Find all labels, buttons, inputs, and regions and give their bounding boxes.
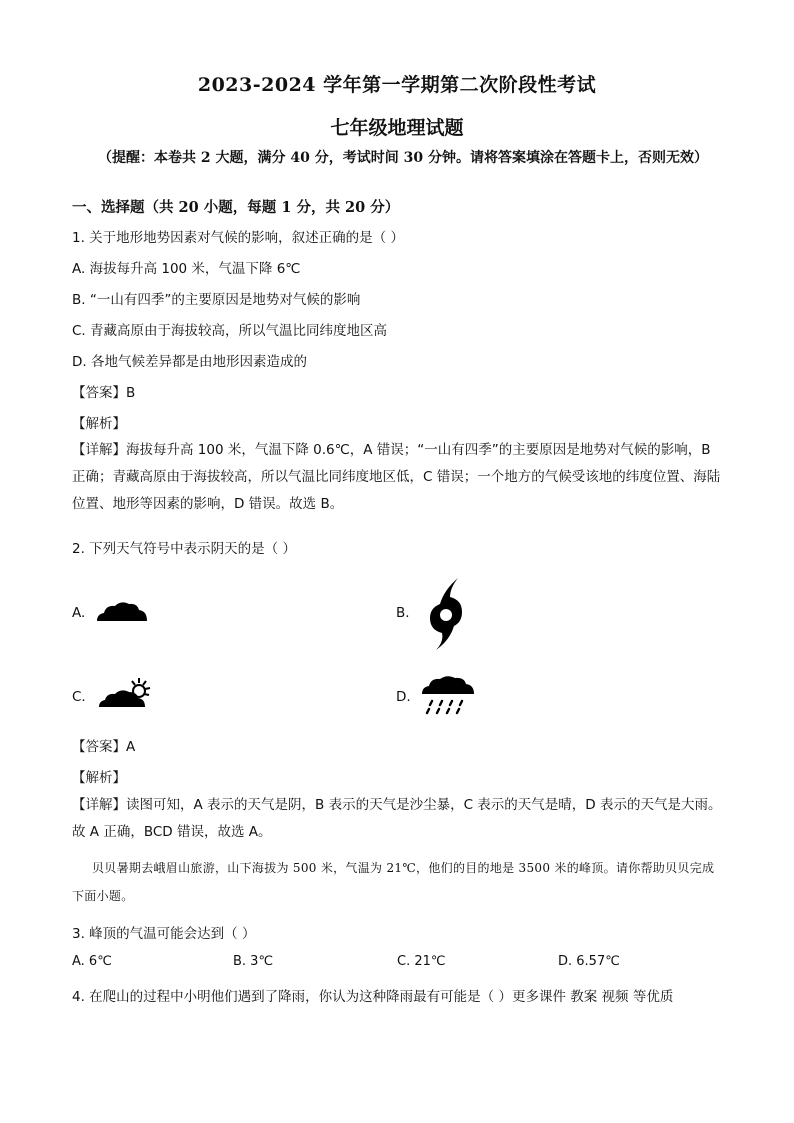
q1-analysis-tag: 【解析】 [72,416,126,432]
detail-tag: 【详解】 [72,442,126,458]
q2-option-d-label: D. [396,689,411,705]
q3-choice-c: C. 21℃ [397,954,446,969]
q2-analysis-tag: 【解析】 [72,770,126,786]
answer-tag: 【答案】 [72,739,126,755]
q2-detail [72,792,722,846]
q1-option-b: B. “一山有四季”的主要原因是地势对气候的影响 [72,292,361,308]
heavy-rain-icon [420,674,476,716]
exam-title: 2023-2024 学年第一学期第二次阶段性考试 [197,74,597,96]
sandstorm-icon [426,576,466,652]
answer-value: A [126,739,136,755]
q3-choice-b: B. 3℃ [233,954,274,969]
q1-option-c: C. 青藏高原由于海拔较高，所以气温比同纬度地区高 [72,323,388,339]
q1-stem: 1. 关于地形地势因素对气候的影响，叙述正确的是（ ） [72,230,404,246]
overcast-cloud-icon [95,598,149,624]
exam-notice: （提醒：本卷共 2 大题，满分 40 分，考试时间 30 分钟。请将答案填涂在答题卡上，否则无效） [98,150,708,166]
q1-answer [72,381,135,401]
q1-detail [72,437,722,518]
detail-tag: 【详解】 [72,797,126,813]
detail-text: 读图可知，A 表示的天气是阴，B 表示的天气是沙尘暴，C 表示的天气是晴，D 表示的天气是大雨。故 A 正确，BCD 错误，故选 A。 [72,797,722,840]
q1-option-d: D. 各地气候差异都是由地形因素造成的 [72,354,307,370]
q3-choice-d: D. 6.57℃ [558,954,620,969]
q3-choice-a: A. 6℃ [72,954,112,969]
section-heading: 一、选择题（共 20 小题，每题 1 分，共 20 分） [72,199,400,216]
q3-stem: 3. 峰顶的气温可能会达到（ ） [72,926,256,942]
q2-option-a-label: A. [72,605,86,621]
q2-option-b-label: B. [396,605,410,621]
q2-answer [72,735,135,755]
scenario-text: 贝贝暑期去峨眉山旅游，山下海拔为 500 米，气温为 21℃，他们的目的地是 3500 米的峰顶。请你帮助贝贝完成下面小题。 [72,861,715,903]
answer-value: B [126,385,136,401]
exam-subtitle: 七年级地理试题 [330,117,464,139]
sunny-cloud-icon [97,676,155,710]
answer-tag: 【答案】 [72,385,126,401]
q4-stem: 4. 在爬山的过程中小明他们遇到了降雨，你认为这种降雨最有可能是（ ）更多课件 教案 视频 等优质 [72,989,674,1005]
q2-stem: 2. 下列天气符号中表示阴天的是（ ） [72,541,296,557]
q2-option-c-label: C. [72,689,86,705]
q1-option-a: A. 海拔每升高 100 米，气温下降 6℃ [72,261,301,277]
detail-text: 海拔每升高 100 米，气温下降 0.6℃，A 错误；“一山有四季”的主要原因是地势对气候的影响，B 正确；青藏高原由于海拔较高，所以气温比同纬度地区低，C 错误；一个地方的气候受该地的纬度位置、海陆位置、地形等因素的影响，D 错误。故选 B。 [72,442,721,512]
